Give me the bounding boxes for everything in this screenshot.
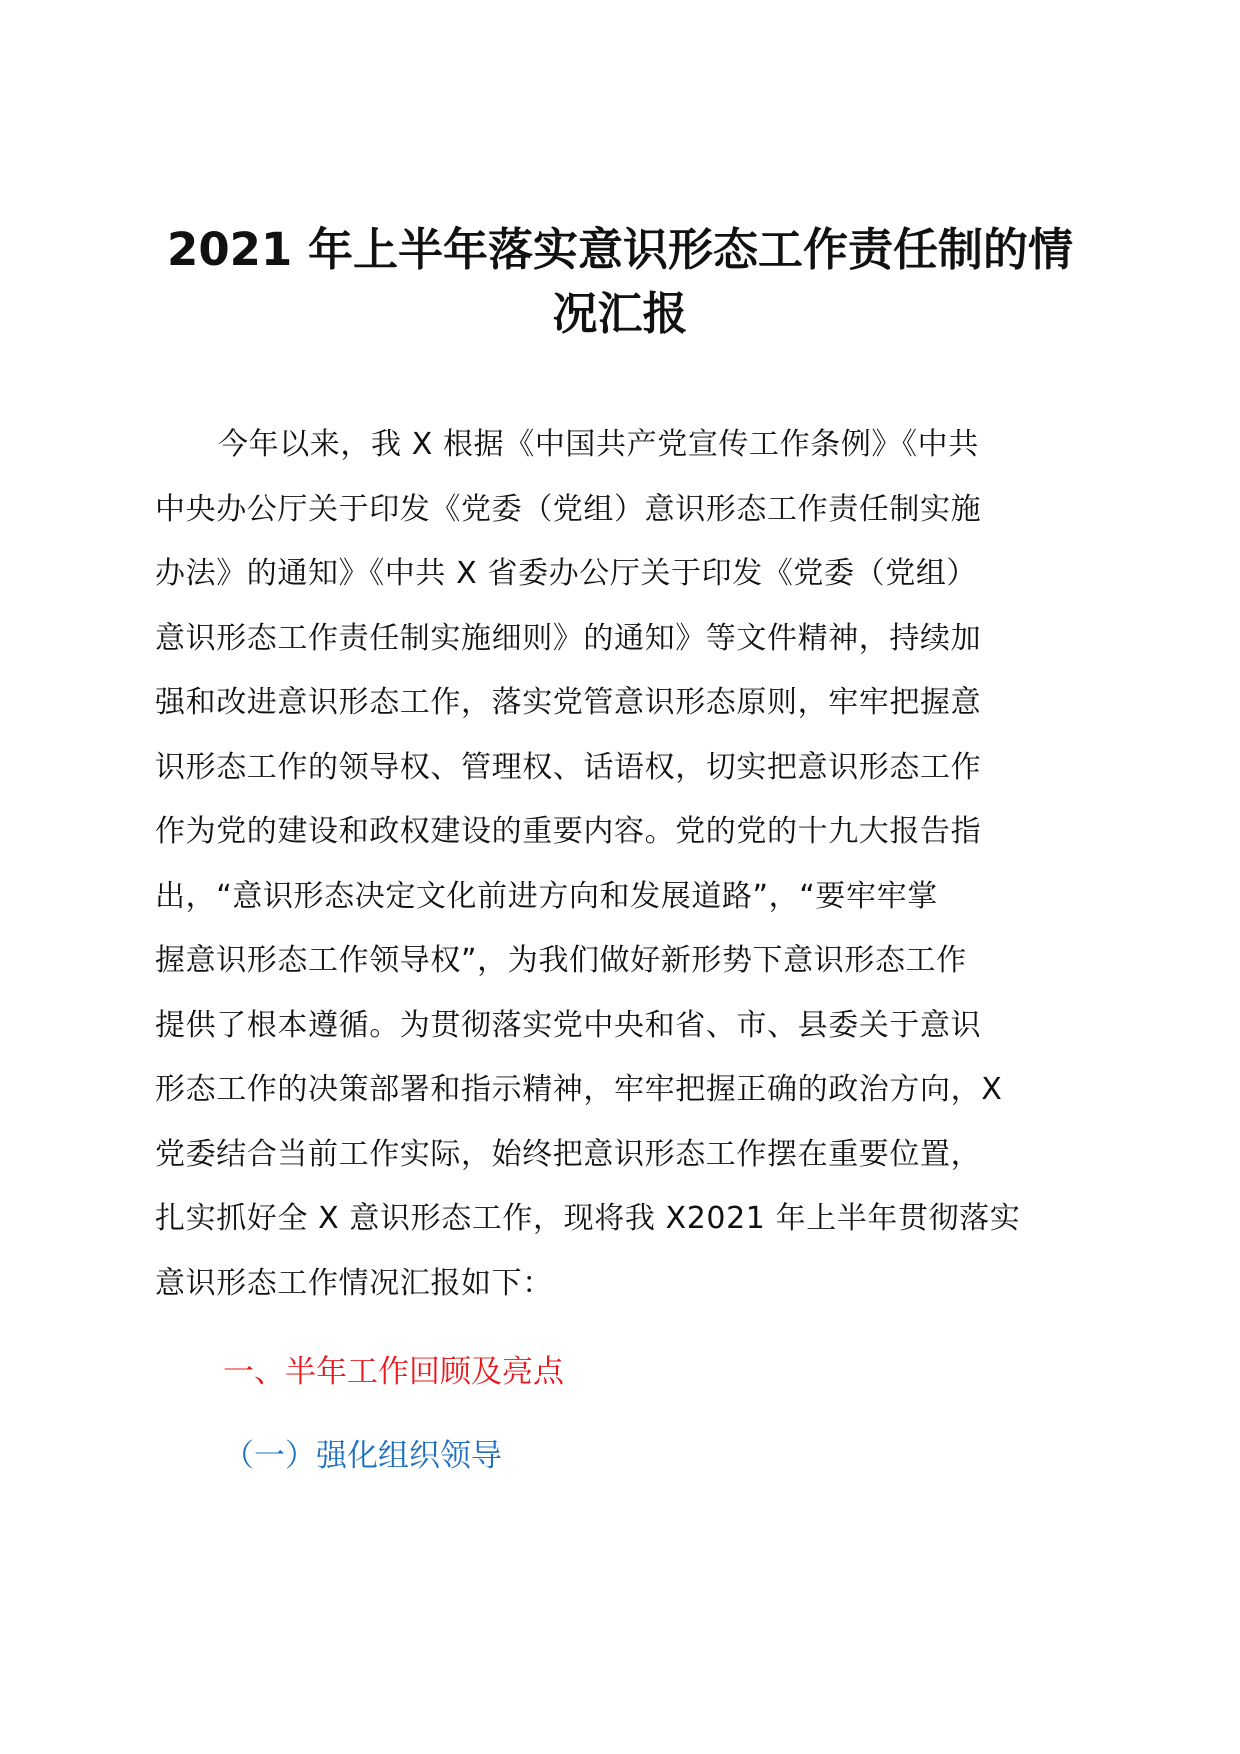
body-line: 提供了根本遵循。为贯彻落实党中央和省、市、县委关于意识	[155, 1007, 982, 1043]
document-title-line: 况汇报	[552, 287, 688, 340]
body-line: 作为党的建设和政权建设的重要内容。党的党的十九大报告指	[155, 814, 982, 849]
body-line: 形态工作的决策部署和指示精神，牢牢把握正确的政治方向，X	[155, 1072, 1003, 1107]
body-line: 强和改进意识形态工作，落实党管意识形态原则，牢牢把握意	[155, 685, 982, 720]
body-line: 扎实抓好全 X 意识形态工作，现将我 X2021 年上半年贯彻落实	[155, 1201, 1021, 1236]
document-title	[150, 218, 1090, 346]
body-line: 意识形态工作责任制实施细则》的通知》等文件精神，持续加	[155, 620, 982, 656]
body-line: 办法》的通知》《中共 X 省委办公厅关于印发《党委（党组）	[155, 556, 978, 591]
body-line: 出，“意识形态决定文化前进方向和发展道路”，“要牢牢掌	[155, 878, 938, 914]
body-line: 识形态工作的领导权、管理权、话语权，切实把意识形态工作	[155, 749, 982, 785]
section-heading: 一、半年工作回顾及亮点	[223, 1354, 564, 1390]
body-paragraph	[155, 413, 1095, 1316]
subsection-heading: （一）强化组织领导	[223, 1438, 502, 1474]
body-line: 党委结合当前工作实际，始终把意识形态工作摆在重要位置，	[155, 1136, 982, 1172]
document-title-line: 2021 年上半年落实意识形态工作责任制的情	[167, 223, 1073, 276]
body-line: 意识形态工作情况汇报如下：	[155, 1265, 553, 1301]
body-line: 中央办公厅关于印发《党委（党组）意识形态工作责任制实施	[155, 491, 982, 527]
body-line: 握意识形态工作领导权”，为我们做好新形势下意识形态工作	[155, 943, 967, 978]
body-line: 今年以来，我 X 根据《中国共产党宣传工作条例》《中共	[218, 427, 979, 462]
